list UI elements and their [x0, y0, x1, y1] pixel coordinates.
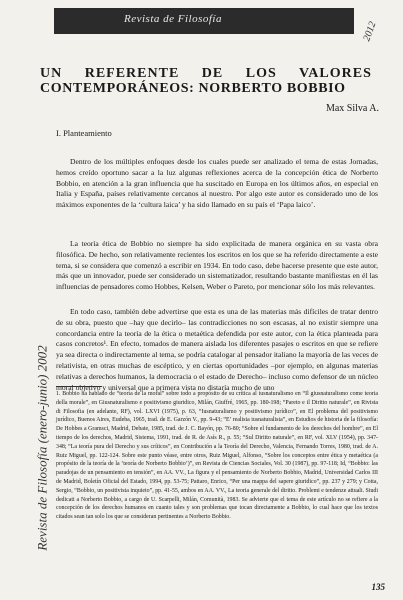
paragraph-2: La teoría ética de Bobbio no siempre ha sido explicitada de manera orgánica en su vasta obra filosófica. De hecho, son relativamente recientes los escritos en los que se ha referido directamente a este tema, si se considera que comenzó a escribir en 1934. En todo caso, debe hacerse presente que este autor, más que un innovador, puede ser considerado un sistematizador, resultando bastante manifiestas en él las influencias de pensadores como Hobbes, Kelsen, Weber o Pareto, por mencionar sólo los más relevantes. — [56, 239, 378, 292]
paragraph-3: En todo caso, también debe advertirse que esta es una de las materias más difíciles de tratar dentro de su obra, puesto que –hay que decirlo– las contradicciones no son escasas, al no existir siempre una concordancia entre la teoría de la ética o metaética defendida por este autor, con la ética planteada para casos concretos¹. En efecto, tomados de manera aislada los diferentes pasajes o escritos en que se refiere ya sea directa o indirectamente al tema, se podría catalogar al pensador italiano la mayoría de las veces de relativista, en otras muchas de escéptico, y en ciertas oportunidades –por ejemplo, en algunas materias relativas a derechos humanos, la democracia o el estado de Derecho– incluso como defensor de un núcleo moral objetivo y universal que a primera vista no distaría mucho de uno — [56, 307, 378, 392]
handwritten-margin-note: Revista de Filosofía (enero-junio) 2002 — [34, 345, 50, 551]
journal-header-banner — [54, 8, 354, 34]
author-name: Max Silva A. — [325, 103, 379, 114]
article-title-line1: UN REFERENTE DE LOS VALORES — [40, 66, 372, 81]
footnote-divider — [56, 386, 102, 387]
page-number: 135 — [371, 582, 385, 592]
footnote-1: 1. Bobbio ha hablado de “teoría de la moral” sobre todo a propósito de su crítica al iusnaturalismo en “Il giusnaturalismo come teoria della morale”, en Giusnaturalismo e positivismo giuridico, Milán, Giuffré, 1965, pp. 180-198; “Pareto e il Diritto naturale”, en Rivista di Filosofia (en adelante, RF), vol. LXVI (1975), p. 63, “Iusnaturalismo y positivismo jurídico”, en El problema del positivismo jurídico, Buenos Aires, Eudeba, 1965, trad. de E. Garzón V., pp. 9-43; “E’ realista iusnaturalista”, en Estudios de historia de la filosofía: De Hobbes a Gramsci, Madrid, Debate, 1985, trad. de J. C. Bayón, pp. 76-80; “Sobre el fundamento de los derechos del hombre”, en El tiempo de los derechos, Madrid, Sistema, 1991, trad. de R. de Asís R., p. 55; “Sul Diritto naturale”, en RF, vol. XLV (1954), pp. 347-348; “La teoría pura del Derecho y sus críticos”, en Contribución a la Teoría del Derecho, Valencia, Fernando Torres, 1980, trad. de A. Ruiz Miguel, pp. 122-124. Sobre este punto véase, entre otros, Ruiz Miguel, Alfonso, “Sobre los conceptos entre ética y metaética (a propósito de la teoría de la ‘teoría de Norberto Bobbio’)”, en Revista de Ciencias Sociales, Vol. 30 (1987), pp. 97-118; Id, “Bobbio: las paradojas de un pensamiento en tensión”, en AA. VV., La figura y el pensamiento de Norberto Bobbio, Madrid, Universidad Carlos III de Madrid, Boletín Oficial del Estado, 1994, pp. 53-75; Pattaro, Enrico, “Per una mappa del sapere giuridico”, pp. 237 y 279; y Cotta, Sergio, “Bobbio, un positivista inquieto”, pp. 41-55, ambos en AA. VV., La teoria generale del diritto. Problemi e tendenze attuali. Studi dedicati a Norberto Bobbio, a cargo de U. Scarpelli, Milán, Comunità, 1983. Se advierte que el tema de este artículo no se refiere a la concepción de los derechos humanos en cuanto tales y son problemas que tocan directamente a Bobbio, lo cual hace que los textos citados sean tan solo los que se consideran pertinentes a Norberto Bobbio. — [56, 391, 378, 521]
handwritten-note-top: 2012 — [361, 20, 379, 43]
journal-name: Revista de Filosofía — [124, 13, 222, 25]
paragraph-1: Dentro de los múltiples enfoques desde los cuales puede ser analizado el tema de estas Jornadas, hemos creído oportuno sacar a la luz algunas reflexiones acerca de la concepción ética de Norberto Bobbio, en atención a la gran influencia que ha suscitado en Europa en los últimos años, en especial en Italia y España, países relativamente cercanos al nuestro. Por algo este autor es considerado uno de los máximos exponentes de la ‘cultura laica’ y ha sido llamado en su país el ‘Papa laico’. — [56, 157, 378, 210]
article-title-line2: CONTEMPORÁNEOS: NORBERTO BOBBIO — [40, 81, 346, 96]
section-heading: I. Planteamiento — [56, 128, 112, 138]
